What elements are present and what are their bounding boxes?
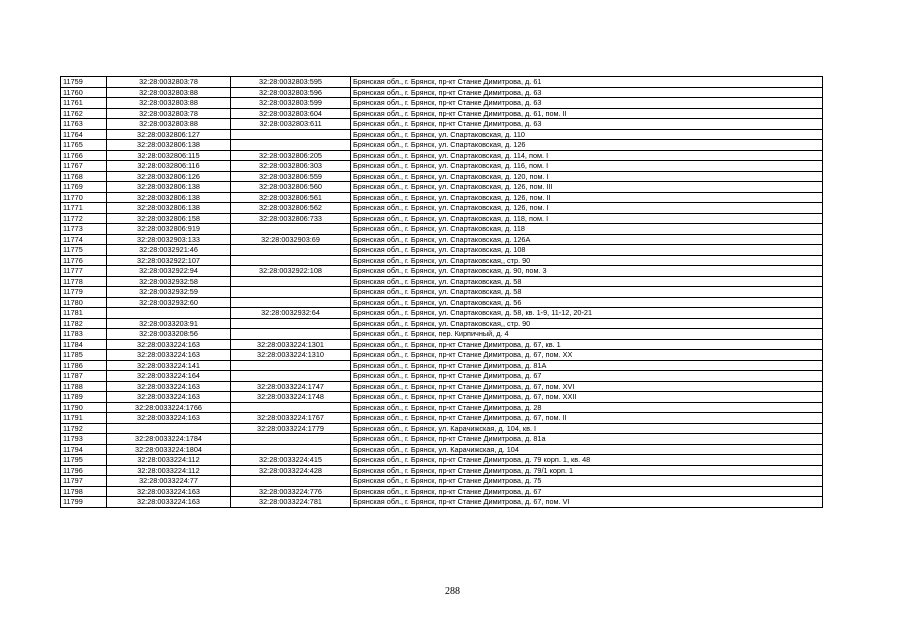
address-cell: Брянская обл., г. Брянск, ул. Спартаковская, д. 110 xyxy=(351,129,823,140)
address-cell: Брянская обл., г. Брянск, пр-кт Станке Димитрова, д. 67, пом. II xyxy=(351,413,823,424)
row-number-cell: 11785 xyxy=(61,350,107,361)
parcel-cadastral-number-cell: 32:28:0032806:138 xyxy=(107,203,231,214)
object-cadastral-number-cell xyxy=(231,129,351,140)
parcel-cadastral-number-cell xyxy=(107,308,231,319)
object-cadastral-number-cell xyxy=(231,140,351,151)
address-cell: Брянская обл., г. Брянск, ул. Спартаковская, д. 108 xyxy=(351,245,823,256)
parcel-cadastral-number-cell: 32:28:0033224:112 xyxy=(107,465,231,476)
parcel-cadastral-number-cell: 32:28:0032806:919 xyxy=(107,224,231,235)
table-row xyxy=(61,234,823,245)
object-cadastral-number-cell xyxy=(231,297,351,308)
address-cell: Брянская обл., г. Брянск, ул. Спартаковская, д. 126, пом. III xyxy=(351,182,823,193)
row-number-cell: 11789 xyxy=(61,392,107,403)
row-number-cell: 11765 xyxy=(61,140,107,151)
table-row xyxy=(61,213,823,224)
address-cell: Брянская обл., г. Брянск, пр-кт Станке Димитрова, д. 67, пом. XXII xyxy=(351,392,823,403)
object-cadastral-number-cell: 32:28:0032806:733 xyxy=(231,213,351,224)
parcel-cadastral-number-cell: 32:28:0032806:116 xyxy=(107,161,231,172)
table-row xyxy=(61,329,823,340)
row-number-cell: 11778 xyxy=(61,276,107,287)
address-cell: Брянская обл., г. Брянск, пр-кт Станке Димитрова, д. 75 xyxy=(351,476,823,487)
table-row xyxy=(61,455,823,466)
object-cadastral-number-cell: 32:28:0033224:776 xyxy=(231,486,351,497)
row-number-cell: 11772 xyxy=(61,213,107,224)
object-cadastral-number-cell xyxy=(231,276,351,287)
row-number-cell: 11797 xyxy=(61,476,107,487)
row-number-cell: 11792 xyxy=(61,423,107,434)
parcel-cadastral-number-cell: 32:28:0032806:158 xyxy=(107,213,231,224)
object-cadastral-number-cell xyxy=(231,245,351,256)
row-number-cell: 11791 xyxy=(61,413,107,424)
table-row xyxy=(61,245,823,256)
address-cell: Брянская обл., г. Брянск, ул. Спартаковская, д. 56 xyxy=(351,297,823,308)
address-cell: Брянская обл., г. Брянск, пр-кт Станке Димитрова, д. 67, пом. XX xyxy=(351,350,823,361)
parcel-cadastral-number-cell: 32:28:0033224:1784 xyxy=(107,434,231,445)
object-cadastral-number-cell xyxy=(231,371,351,382)
object-cadastral-number-cell: 32:28:0033224:1747 xyxy=(231,381,351,392)
object-cadastral-number-cell: 32:28:0032806:205 xyxy=(231,150,351,161)
address-cell: Брянская обл., г. Брянск, пр-кт Станке Димитрова, д. 67, пом. VI xyxy=(351,497,823,508)
object-cadastral-number-cell xyxy=(231,360,351,371)
table-row xyxy=(61,423,823,434)
object-cadastral-number-cell: 32:28:0032932:64 xyxy=(231,308,351,319)
address-cell: Брянская обл., г. Брянск, ул. Спартаковская, д. 58 xyxy=(351,287,823,298)
row-number-cell: 11779 xyxy=(61,287,107,298)
address-cell: Брянская обл., г. Брянск, ул. Спартаковская,, стр. 90 xyxy=(351,318,823,329)
row-number-cell: 11798 xyxy=(61,486,107,497)
parcel-cadastral-number-cell: 32:28:0032903:133 xyxy=(107,234,231,245)
row-number-cell: 11771 xyxy=(61,203,107,214)
row-number-cell: 11780 xyxy=(61,297,107,308)
table-row xyxy=(61,350,823,361)
object-cadastral-number-cell: 32:28:0033224:1767 xyxy=(231,413,351,424)
row-number-cell: 11760 xyxy=(61,87,107,98)
object-cadastral-number-cell: 32:28:0032806:559 xyxy=(231,171,351,182)
object-cadastral-number-cell xyxy=(231,329,351,340)
table-row xyxy=(61,444,823,455)
parcel-cadastral-number-cell xyxy=(107,423,231,434)
parcel-cadastral-number-cell: 32:28:0033203:91 xyxy=(107,318,231,329)
parcel-cadastral-number-cell: 32:28:0033224:163 xyxy=(107,339,231,350)
table-row xyxy=(61,360,823,371)
object-cadastral-number-cell xyxy=(231,434,351,445)
parcel-cadastral-number-cell: 32:28:0032803:88 xyxy=(107,119,231,130)
row-number-cell: 11774 xyxy=(61,234,107,245)
address-cell: Брянская обл., г. Брянск, ул. Спартаковская, д. 126А xyxy=(351,234,823,245)
row-number-cell: 11788 xyxy=(61,381,107,392)
parcel-cadastral-number-cell: 32:28:0033224:1804 xyxy=(107,444,231,455)
object-cadastral-number-cell: 32:28:0032803:599 xyxy=(231,98,351,109)
address-cell: Брянская обл., г. Брянск, ул. Спартаковская, д. 90, пом. 3 xyxy=(351,266,823,277)
table-row xyxy=(61,392,823,403)
row-number-cell: 11793 xyxy=(61,434,107,445)
table-row xyxy=(61,129,823,140)
row-number-cell: 11759 xyxy=(61,77,107,88)
table-row xyxy=(61,413,823,424)
table-row xyxy=(61,150,823,161)
parcel-cadastral-number-cell: 32:28:0033224:163 xyxy=(107,350,231,361)
row-number-cell: 11770 xyxy=(61,192,107,203)
object-cadastral-number-cell: 32:28:0032803:596 xyxy=(231,87,351,98)
parcel-cadastral-number-cell: 32:28:0033224:163 xyxy=(107,392,231,403)
row-number-cell: 11776 xyxy=(61,255,107,266)
row-number-cell: 11781 xyxy=(61,308,107,319)
parcel-cadastral-number-cell: 32:28:0032806:138 xyxy=(107,140,231,151)
object-cadastral-number-cell: 32:28:0033224:1301 xyxy=(231,339,351,350)
registry-table xyxy=(60,76,823,508)
object-cadastral-number-cell xyxy=(231,402,351,413)
table-row xyxy=(61,182,823,193)
address-cell: Брянская обл., г. Брянск, ул. Спартаковская, д. 118, пом. I xyxy=(351,213,823,224)
object-cadastral-number-cell: 32:28:0032803:604 xyxy=(231,108,351,119)
parcel-cadastral-number-cell: 32:28:0032932:59 xyxy=(107,287,231,298)
table-row xyxy=(61,77,823,88)
object-cadastral-number-cell: 32:28:0032903:69 xyxy=(231,234,351,245)
parcel-cadastral-number-cell: 32:28:0033224:141 xyxy=(107,360,231,371)
table-row xyxy=(61,339,823,350)
parcel-cadastral-number-cell: 32:28:0032803:88 xyxy=(107,98,231,109)
object-cadastral-number-cell: 32:28:0033224:1748 xyxy=(231,392,351,403)
parcel-cadastral-number-cell: 32:28:0032922:94 xyxy=(107,266,231,277)
object-cadastral-number-cell: 32:28:0032806:303 xyxy=(231,161,351,172)
table-row xyxy=(61,465,823,476)
parcel-cadastral-number-cell: 32:28:0033224:163 xyxy=(107,413,231,424)
table-row xyxy=(61,203,823,214)
address-cell: Брянская обл., г. Брянск, пер. Кирпичный, д. 4 xyxy=(351,329,823,340)
registry-table-body xyxy=(61,77,823,508)
address-cell: Брянская обл., г. Брянск, пр-кт Станке Димитрова, д. 67 xyxy=(351,371,823,382)
object-cadastral-number-cell xyxy=(231,318,351,329)
row-number-cell: 11783 xyxy=(61,329,107,340)
object-cadastral-number-cell: 32:28:0033224:1310 xyxy=(231,350,351,361)
address-cell: Брянская обл., г. Брянск, ул. Карачижская, д. 104 xyxy=(351,444,823,455)
object-cadastral-number-cell: 32:28:0032922:108 xyxy=(231,266,351,277)
address-cell: Брянская обл., г. Брянск, пр-кт Станке Димитрова, д. 61 xyxy=(351,77,823,88)
parcel-cadastral-number-cell: 32:28:0033208:56 xyxy=(107,329,231,340)
row-number-cell: 11768 xyxy=(61,171,107,182)
parcel-cadastral-number-cell: 32:28:0033224:163 xyxy=(107,381,231,392)
row-number-cell: 11769 xyxy=(61,182,107,193)
object-cadastral-number-cell: 32:28:0033224:1779 xyxy=(231,423,351,434)
address-cell: Брянская обл., г. Брянск, пр-кт Станке Димитрова, д. 61, пом. II xyxy=(351,108,823,119)
address-cell: Брянская обл., г. Брянск, пр-кт Станке Димитрова, д. 81а xyxy=(351,434,823,445)
row-number-cell: 11796 xyxy=(61,465,107,476)
address-cell: Брянская обл., г. Брянск, ул. Спартаковская, д. 120, пом. I xyxy=(351,171,823,182)
object-cadastral-number-cell: 32:28:0033224:428 xyxy=(231,465,351,476)
table-row xyxy=(61,161,823,172)
object-cadastral-number-cell: 32:28:0032806:561 xyxy=(231,192,351,203)
row-number-cell: 11777 xyxy=(61,266,107,277)
address-cell: Брянская обл., г. Брянск, пр-кт Станке Димитрова, д. 28 xyxy=(351,402,823,413)
parcel-cadastral-number-cell: 32:28:0032932:58 xyxy=(107,276,231,287)
row-number-cell: 11786 xyxy=(61,360,107,371)
address-cell: Брянская обл., г. Брянск, пр-кт Станке Димитрова, д. 63 xyxy=(351,119,823,130)
table-row xyxy=(61,486,823,497)
address-cell: Брянская обл., г. Брянск, пр-кт Станке Димитрова, д. 67, кв. 1 xyxy=(351,339,823,350)
address-cell: Брянская обл., г. Брянск, ул. Спартаковская, д. 116, пом. I xyxy=(351,161,823,172)
address-cell: Брянская обл., г. Брянск, ул. Спартаковская, д. 58 xyxy=(351,276,823,287)
row-number-cell: 11766 xyxy=(61,150,107,161)
row-number-cell: 11795 xyxy=(61,455,107,466)
address-cell: Брянская обл., г. Брянск, ул. Спартаковская, д. 58, кв. 1-9, 11-12, 20-21 xyxy=(351,308,823,319)
table-row xyxy=(61,434,823,445)
table-row xyxy=(61,87,823,98)
row-number-cell: 11763 xyxy=(61,119,107,130)
address-cell: Брянская обл., г. Брянск, пр-кт Станке Димитрова, д. 67 xyxy=(351,486,823,497)
table-row xyxy=(61,318,823,329)
row-number-cell: 11782 xyxy=(61,318,107,329)
address-cell: Брянская обл., г. Брянск, пр-кт Станке Димитрова, д. 79/1 корп. 1 xyxy=(351,465,823,476)
address-cell: Брянская обл., г. Брянск, ул. Спартаковская,, стр. 90 xyxy=(351,255,823,266)
address-cell: Брянская обл., г. Брянск, пр-кт Станке Димитрова, д. 63 xyxy=(351,98,823,109)
parcel-cadastral-number-cell: 32:28:0033224:77 xyxy=(107,476,231,487)
address-cell: Брянская обл., г. Брянск, ул. Спартаковская, д. 126, пом. I xyxy=(351,203,823,214)
table-row xyxy=(61,119,823,130)
address-cell: Брянская обл., г. Брянск, ул. Спартаковская, д. 126 xyxy=(351,140,823,151)
address-cell: Брянская обл., г. Брянск, пр-кт Станке Димитрова, д. 81А xyxy=(351,360,823,371)
table-row xyxy=(61,171,823,182)
row-number-cell: 11775 xyxy=(61,245,107,256)
address-cell: Брянская обл., г. Брянск, пр-кт Станке Димитрова, д. 63 xyxy=(351,87,823,98)
table-row xyxy=(61,476,823,487)
table-row xyxy=(61,266,823,277)
row-number-cell: 11787 xyxy=(61,371,107,382)
table-row xyxy=(61,192,823,203)
parcel-cadastral-number-cell: 32:28:0033224:1766 xyxy=(107,402,231,413)
row-number-cell: 11790 xyxy=(61,402,107,413)
address-cell: Брянская обл., г. Брянск, пр-кт Станке Димитрова, д. 79 корп. 1, кв. 48 xyxy=(351,455,823,466)
table-row xyxy=(61,381,823,392)
object-cadastral-number-cell xyxy=(231,287,351,298)
object-cadastral-number-cell xyxy=(231,255,351,266)
row-number-cell: 11764 xyxy=(61,129,107,140)
row-number-cell: 11794 xyxy=(61,444,107,455)
table-row xyxy=(61,276,823,287)
table-row xyxy=(61,497,823,508)
object-cadastral-number-cell: 32:28:0032806:562 xyxy=(231,203,351,214)
object-cadastral-number-cell xyxy=(231,224,351,235)
table-row xyxy=(61,287,823,298)
address-cell: Брянская обл., г. Брянск, ул. Спартаковская, д. 126, пом. II xyxy=(351,192,823,203)
table-row xyxy=(61,255,823,266)
parcel-cadastral-number-cell: 32:28:0032803:78 xyxy=(107,108,231,119)
parcel-cadastral-number-cell: 32:28:0032803:78 xyxy=(107,77,231,88)
table-row xyxy=(61,371,823,382)
table-row xyxy=(61,308,823,319)
address-cell: Брянская обл., г. Брянск, ул. Карачижская, д. 104, кв. I xyxy=(351,423,823,434)
table-row xyxy=(61,108,823,119)
parcel-cadastral-number-cell: 32:28:0032921:46 xyxy=(107,245,231,256)
parcel-cadastral-number-cell: 32:28:0032922:107 xyxy=(107,255,231,266)
row-number-cell: 11767 xyxy=(61,161,107,172)
parcel-cadastral-number-cell: 32:28:0032806:127 xyxy=(107,129,231,140)
parcel-cadastral-number-cell: 32:28:0032806:126 xyxy=(107,171,231,182)
parcel-cadastral-number-cell: 32:28:0032803:88 xyxy=(107,87,231,98)
table-row xyxy=(61,98,823,109)
address-cell: Брянская обл., г. Брянск, пр-кт Станке Димитрова, д. 67, пом. XVI xyxy=(351,381,823,392)
object-cadastral-number-cell: 32:28:0033224:415 xyxy=(231,455,351,466)
object-cadastral-number-cell xyxy=(231,476,351,487)
row-number-cell: 11784 xyxy=(61,339,107,350)
object-cadastral-number-cell: 32:28:0032806:560 xyxy=(231,182,351,193)
parcel-cadastral-number-cell: 32:28:0033224:163 xyxy=(107,497,231,508)
parcel-cadastral-number-cell: 32:28:0033224:164 xyxy=(107,371,231,382)
address-cell: Брянская обл., г. Брянск, ул. Спартаковская, д. 118 xyxy=(351,224,823,235)
address-cell: Брянская обл., г. Брянск, ул. Спартаковская, д. 114, пом. I xyxy=(351,150,823,161)
row-number-cell: 11761 xyxy=(61,98,107,109)
object-cadastral-number-cell xyxy=(231,444,351,455)
table-row xyxy=(61,224,823,235)
parcel-cadastral-number-cell: 32:28:0032806:115 xyxy=(107,150,231,161)
parcel-cadastral-number-cell: 32:28:0032932:60 xyxy=(107,297,231,308)
table-row xyxy=(61,297,823,308)
row-number-cell: 11799 xyxy=(61,497,107,508)
object-cadastral-number-cell: 32:28:0032803:595 xyxy=(231,77,351,88)
parcel-cadastral-number-cell: 32:28:0032806:138 xyxy=(107,182,231,193)
table-row xyxy=(61,140,823,151)
row-number-cell: 11762 xyxy=(61,108,107,119)
parcel-cadastral-number-cell: 32:28:0033224:163 xyxy=(107,486,231,497)
parcel-cadastral-number-cell: 32:28:0032806:138 xyxy=(107,192,231,203)
page-number: 288 xyxy=(445,586,460,597)
object-cadastral-number-cell: 32:28:0032803:611 xyxy=(231,119,351,130)
table-row xyxy=(61,402,823,413)
row-number-cell: 11773 xyxy=(61,224,107,235)
object-cadastral-number-cell: 32:28:0033224:781 xyxy=(231,497,351,508)
parcel-cadastral-number-cell: 32:28:0033224:112 xyxy=(107,455,231,466)
